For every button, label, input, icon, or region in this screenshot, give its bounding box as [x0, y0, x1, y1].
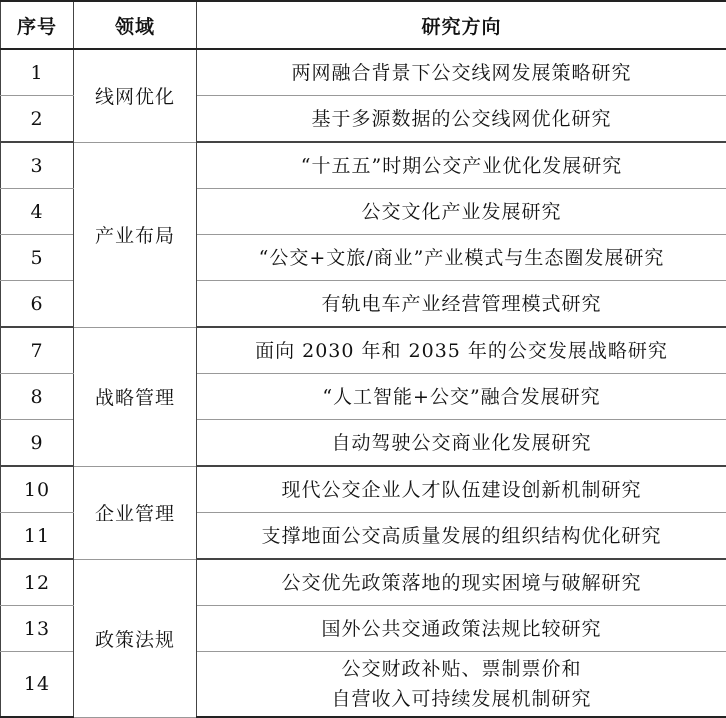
topic-cell: “公交+文旅/商业”产业模式与生态圈发展研究 [197, 235, 726, 281]
topic-cell: 自动驾驶公交商业化发展研究 [197, 420, 726, 467]
domain-cell: 企业管理 [74, 466, 197, 559]
row-number: 5 [1, 235, 74, 281]
topic-cell: 有轨电车产业经营管理模式研究 [197, 281, 726, 328]
domain-cell: 政策法规 [74, 559, 197, 717]
topic-cell: 支撑地面公交高质量发展的组织结构优化研究 [197, 513, 726, 560]
row-number: 3 [1, 142, 74, 189]
topic-line: 自营收入可持续发展机制研究 [197, 684, 726, 714]
topic-cell: 两网融合背景下公交线网发展策略研究 [197, 49, 726, 96]
row-number: 12 [1, 559, 74, 606]
topic-cell: 公交优先政策落地的现实困境与破解研究 [197, 559, 726, 606]
row-number: 2 [1, 96, 74, 143]
topic-cell: “十五五”时期公交产业优化发展研究 [197, 142, 726, 189]
row-number: 1 [1, 49, 74, 96]
domain-cell: 线网优化 [74, 49, 197, 142]
header-row [1, 1, 726, 49]
row-number: 14 [1, 652, 74, 718]
table-row [1, 466, 726, 513]
row-number: 11 [1, 513, 74, 560]
topic-cell: “人工智能+公交”融合发展研究 [197, 374, 726, 420]
topic-cell: 现代公交企业人才队伍建设创新机制研究 [197, 466, 726, 513]
header-topic: 研究方向 [197, 1, 726, 49]
row-number: 6 [1, 281, 74, 328]
topic-cell [197, 652, 726, 718]
domain-cell: 战略管理 [74, 327, 197, 466]
topic-line: 公交财政补贴、票制票价和 [197, 654, 726, 684]
topic-cell: 公交文化产业发展研究 [197, 189, 726, 235]
header-domain: 领域 [74, 1, 197, 49]
row-number: 10 [1, 466, 74, 513]
row-number: 9 [1, 420, 74, 467]
row-number: 7 [1, 327, 74, 374]
table-row [1, 142, 726, 189]
row-number: 13 [1, 606, 74, 652]
header-no: 序号 [1, 1, 74, 49]
topic-cell: 国外公共交通政策法规比较研究 [197, 606, 726, 652]
topic-cell: 基于多源数据的公交线网优化研究 [197, 96, 726, 143]
table-row [1, 49, 726, 96]
domain-cell: 产业布局 [74, 142, 197, 327]
row-number: 4 [1, 189, 74, 235]
topic-cell: 面向 2030 年和 2035 年的公交发展战略研究 [197, 327, 726, 374]
row-number: 8 [1, 374, 74, 420]
table-row [1, 559, 726, 606]
table-row [1, 327, 726, 374]
